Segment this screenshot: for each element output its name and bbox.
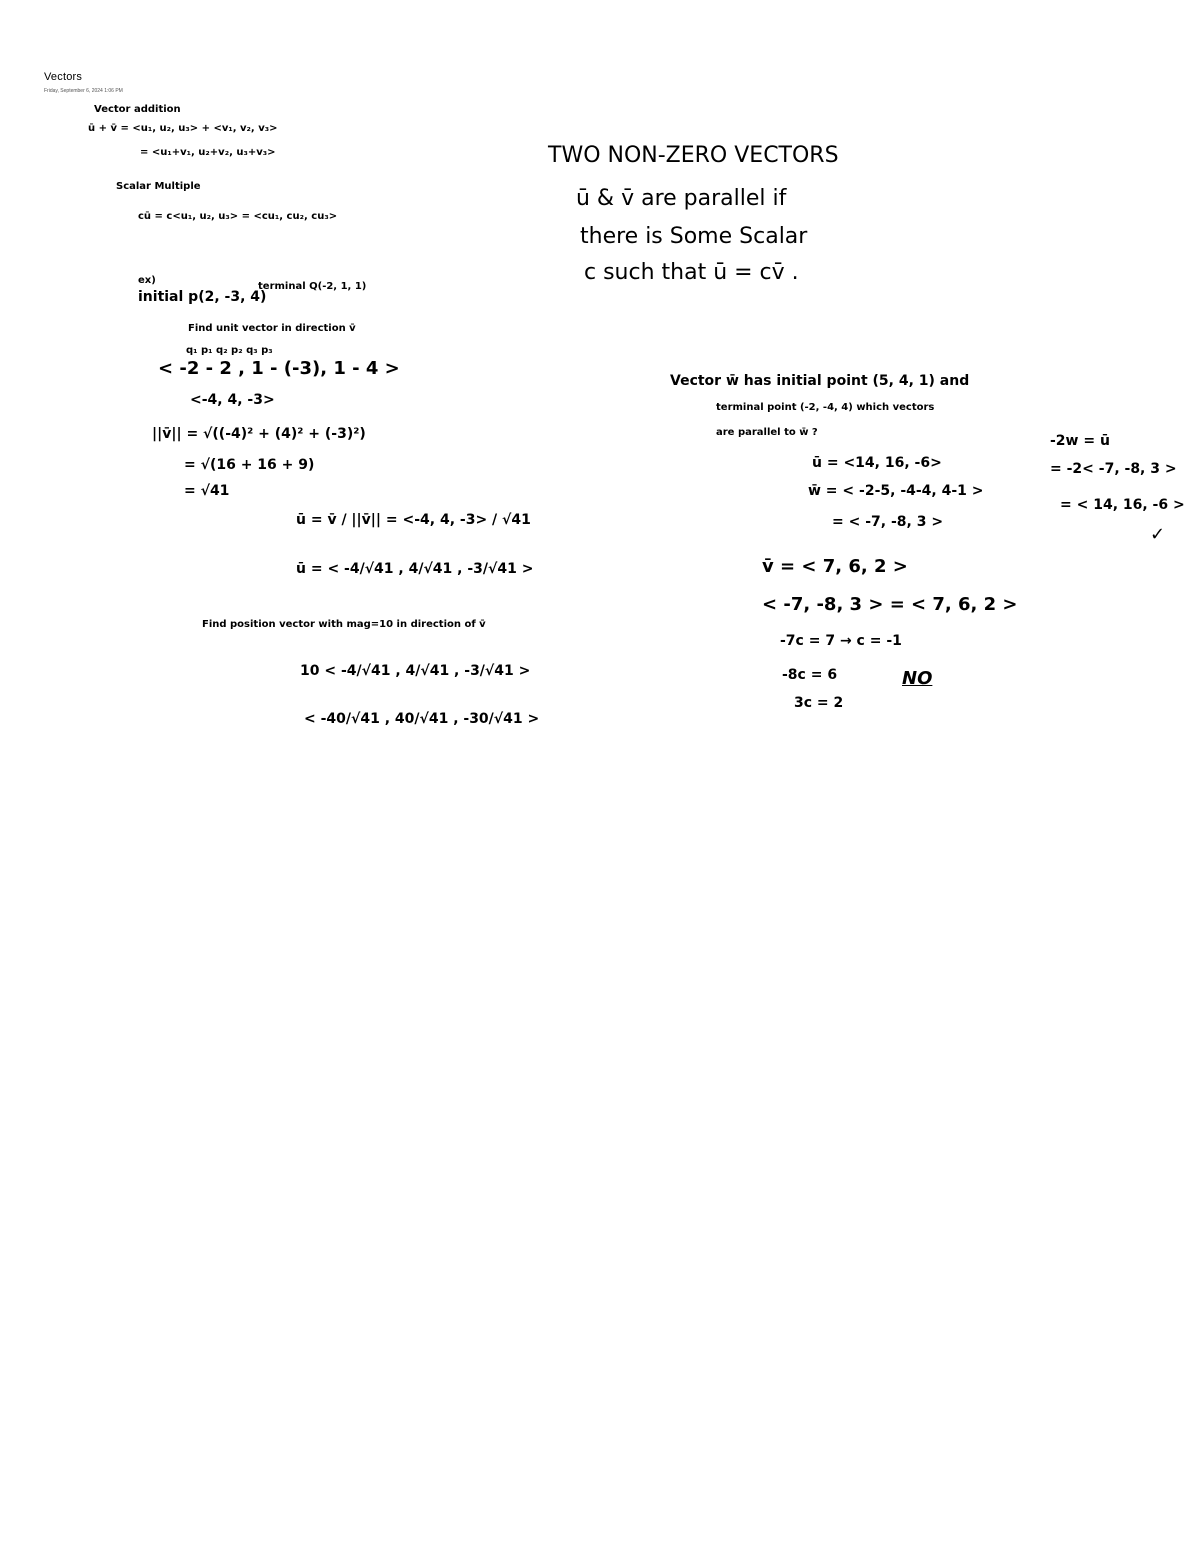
example-norm-line3: = √41 — [184, 483, 230, 499]
scalar-multiple-line1: cū = c<u₁, u₂, u₃> = <cu₁, cu₂, cu₃> — [138, 211, 338, 222]
side-work-line1: -2w = ū — [1050, 433, 1110, 449]
problem-line3: are parallel to w̄ ? — [716, 427, 818, 438]
definition-line2: ū & v̄ are parallel if — [576, 186, 787, 211]
vector-addition-line2: = <u₁+v₁, u₂+v₂, u₃+v₃> — [140, 147, 276, 158]
definition-line4: c such that ū = cv̄ . — [584, 260, 799, 285]
vector-addition-line1: ū + v̄ = <u₁, u₂, u₃> + <v₁, v₂, v₃> — [88, 123, 278, 134]
problem-compare: < -7, -8, 3 > = < 7, 6, 2 > — [762, 594, 1018, 615]
definition-line3: there is Some Scalar — [580, 224, 808, 249]
problem-eq1: -7c = 7 → c = -1 — [780, 633, 902, 649]
problem-eq3: 3c = 2 — [794, 695, 844, 711]
position-vector-line2: < -40/√41 , 40/√41 , -30/√41 > — [304, 711, 540, 727]
example-components: < -2 - 2 , 1 - (-3), 1 - 4 > — [158, 358, 400, 379]
example-unit-line2: ū = < -4/√41 , 4/√41 , -3/√41 > — [296, 561, 534, 577]
position-vector-heading: Find position vector with mag=10 in direction of v̄ — [202, 619, 486, 630]
problem-line1: Vector w̄ has initial point (5, 4, 1) and — [670, 373, 970, 389]
page-date: Friday, September 6, 2024 1:06 PM — [44, 88, 123, 94]
problem-w-line1: w̄ = < -2-5, -4-4, 4-1 > — [808, 483, 984, 499]
example-components-labels: q₁ p₁ q₂ p₂ q₃ p₃ — [186, 345, 273, 356]
scalar-multiple-heading: Scalar Multiple — [116, 181, 201, 192]
problem-v-line: v̄ = < 7, 6, 2 > — [762, 556, 908, 577]
example-find-unit: Find unit vector in direction v̄ — [188, 323, 356, 334]
example-unit-line1: ū = v̄ / ||v̄|| = <-4, 4, -3> / √41 — [296, 512, 531, 528]
example-result: <-4, 4, -3> — [190, 392, 275, 408]
problem-no-label: NO — [902, 668, 933, 689]
side-work-line2: = -2< -7, -8, 3 > — [1050, 461, 1177, 477]
page-title: Vectors — [44, 71, 83, 83]
side-work-line3: = < 14, 16, -6 > — [1060, 497, 1185, 513]
example-initial: initial p(2, -3, 4) — [138, 289, 267, 305]
problem-u-line: ū = <14, 16, -6> — [812, 455, 942, 471]
example-terminal: terminal Q(-2, 1, 1) — [258, 281, 367, 292]
problem-eq2: -8c = 6 — [782, 667, 838, 683]
problem-line2: terminal point (-2, -4, 4) which vectors — [716, 402, 935, 413]
position-vector-line1: 10 < -4/√41 , 4/√41 , -3/√41 > — [300, 663, 531, 679]
definition-line1: TWO NON-ZERO VECTORS — [548, 143, 839, 168]
side-work-check: ✓ — [1150, 524, 1166, 545]
example-norm-line2: = √(16 + 16 + 9) — [184, 457, 315, 473]
problem-w-line2: = < -7, -8, 3 > — [832, 514, 944, 530]
vector-addition-heading: Vector addition — [94, 104, 181, 115]
example-label: ex) — [138, 275, 156, 286]
example-norm-line1: ||v̄|| = √((-4)² + (4)² + (-3)²) — [152, 426, 366, 442]
